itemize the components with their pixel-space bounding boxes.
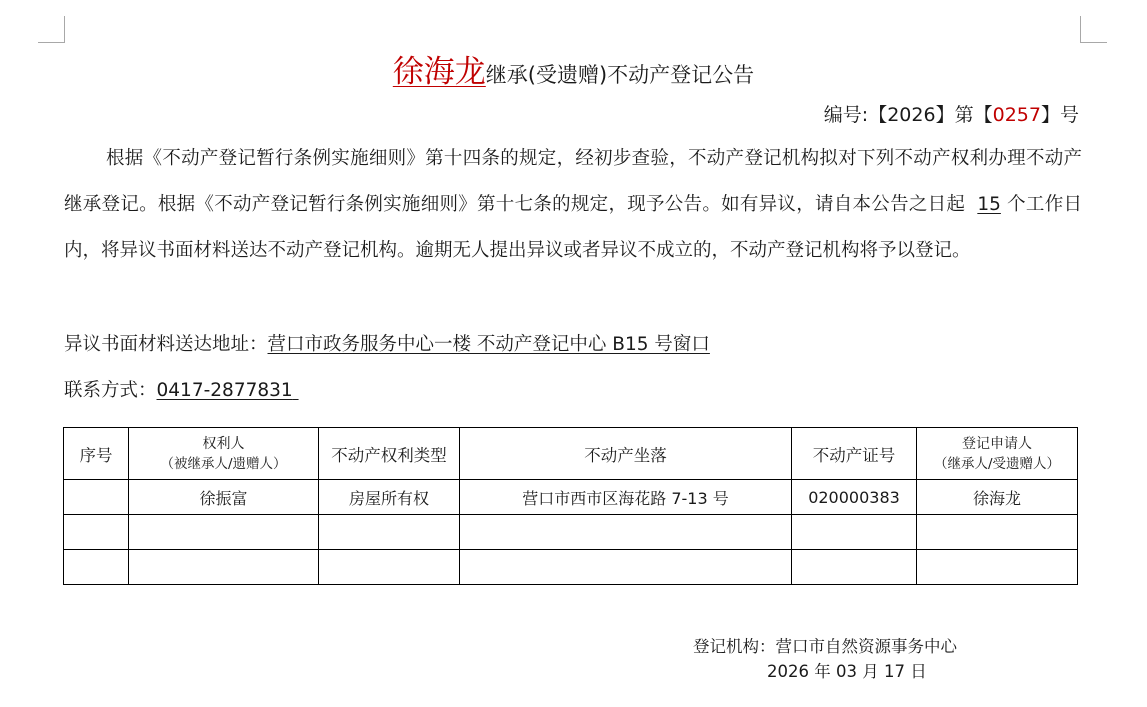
cell-seq [64, 515, 129, 550]
contact-value: 0417-2877831 [156, 380, 293, 401]
doc-no-open2: 【 [973, 104, 993, 126]
header-cert-no: 不动产证号 [792, 428, 917, 480]
table-header-row [64, 428, 1078, 480]
page-corner-mark-top-right [1080, 16, 1107, 43]
table-row [64, 480, 1078, 515]
cell-applicant [917, 515, 1078, 550]
heir-name: 徐海龙 [392, 54, 486, 90]
header-holder [129, 428, 319, 480]
cell-holder [129, 515, 319, 550]
address-label: 异议书面材料送达地址： [64, 334, 268, 355]
address-value: 营口市政务服务中心一楼 不动产登记中心 B15 号窗口 [267, 334, 710, 355]
cell-cert-no: 020000383 [792, 480, 917, 515]
page-corner-mark-top-left [38, 16, 65, 43]
contact-label: 联系方式： [64, 380, 157, 401]
notice-date: 2026 年 03 月 17 日 [767, 662, 927, 681]
table-row [64, 550, 1078, 585]
cell-location [460, 515, 792, 550]
cell-cert-no [792, 515, 917, 550]
notice-body [64, 136, 1082, 274]
objection-days: 15 [977, 194, 1001, 215]
cell-location [460, 550, 792, 585]
cell-cert-no [792, 550, 917, 585]
header-holder-line1: 权利人 [202, 435, 245, 452]
cell-right-type [319, 550, 460, 585]
header-applicant-line2: （继承人/受遗赠人） [933, 455, 1061, 472]
doc-no-label: 编号: [823, 104, 869, 126]
header-location: 不动产坐落 [460, 428, 792, 480]
objection-address-line [64, 330, 710, 356]
header-applicant [917, 428, 1078, 480]
cell-location: 营口市西市区海花路 7-13 号 [460, 480, 792, 515]
signature-block [693, 633, 957, 682]
contact-line [64, 376, 299, 402]
header-right-type: 不动产权利类型 [319, 428, 460, 480]
cell-applicant: 徐海龙 [917, 480, 1078, 515]
title-text: 继承(受遗赠)不动产登记公告 [485, 63, 755, 87]
registration-table [63, 427, 1078, 585]
registration-authority: 登记机构：营口市自然资源事务中心 [693, 637, 957, 656]
cell-applicant [917, 550, 1078, 585]
header-holder-line2: （被继承人/遗赠人） [160, 455, 287, 472]
doc-no-year: 2026 [887, 104, 936, 126]
doc-no-suffix: 号 [1059, 104, 1079, 126]
table-row [64, 515, 1078, 550]
cell-holder [129, 550, 319, 585]
body-text-before: 根据《不动产登记暂行条例实施细则》第十四条的规定，经初步查验，不动产登记机构拟对下列不动产权利办理不动产继承登记。根据《不动产登记暂行条例实施细则》第十七条的规定，现予公告。如有异议，请自本公告之日起 [64, 148, 1082, 215]
body-text-after: 个工作日内，将异议书面材料送达不动产登记机构。逾期无人提出异议或者异议不成立的，不动产登记机构将予以登记。 [64, 194, 1082, 261]
cell-holder: 徐振富 [129, 480, 319, 515]
doc-no-open1: 【 [868, 104, 888, 126]
notice-title [0, 46, 1147, 91]
header-applicant-line1: 登记申请人 [962, 435, 1032, 452]
document-number [824, 100, 1079, 127]
cell-right-type: 房屋所有权 [319, 480, 460, 515]
cell-seq [64, 480, 129, 515]
header-seq: 序号 [64, 428, 129, 480]
doc-no-number: 0257 [992, 104, 1041, 126]
doc-no-close1: 】 [935, 104, 955, 126]
cell-seq [64, 550, 129, 585]
doc-no-mid: 第 [954, 104, 974, 126]
cell-right-type [319, 515, 460, 550]
doc-no-close2: 】 [1040, 104, 1060, 126]
